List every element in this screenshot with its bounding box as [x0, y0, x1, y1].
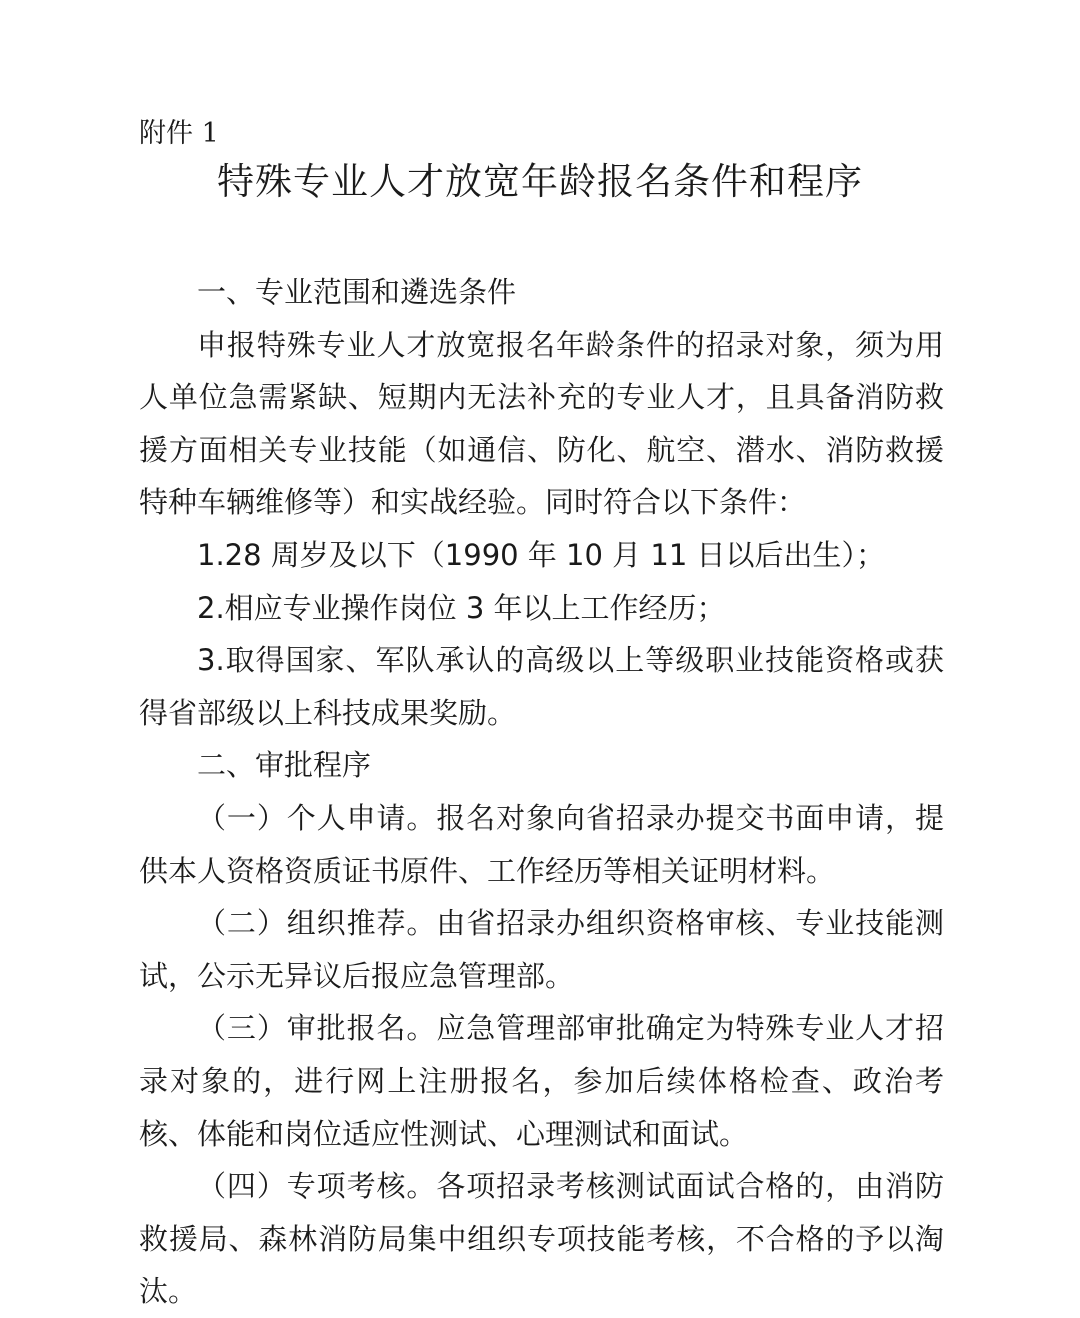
section-heading-procedure: 二、审批程序	[197, 748, 372, 783]
procedure-step-approve: （三）审批报名。应急管理部审批确定为特殊专业人才招录对象的，进行网上注册报名，参加后续体格检查、政治考核、体能和岗位适应性测试、心理测试和面试。	[139, 1011, 944, 1151]
procedure-step-recommend: （二）组织推荐。由省招录办组织资格审核、专业技能测试，公示无异议后报应急管理部。	[139, 906, 944, 993]
document-title: 特殊专业人才放宽年龄报名条件和程序	[217, 160, 863, 203]
paragraph-eligibility: 申报特殊专业人才放宽报名年龄条件的招录对象，须为用人单位急需紧缺、短期内无法补充的专业人才，且具备消防救援方面相关专业技能（如通信、防化、航空、潜水、消防救援特种车辆维修等）和实战经验。同时符合以下条件：	[139, 327, 944, 520]
condition-experience: 2.相应专业操作岗位 3 年以上工作经历；	[197, 590, 726, 625]
condition-age: 1.28 周岁及以下（1990 年 10 月 11 日以后出生）；	[197, 537, 885, 572]
section-heading-scope: 一、专业范围和遴选条件	[197, 275, 517, 309]
document-body	[139, 266, 944, 1318]
procedure-step-apply: （一）个人申请。报名对象向省招录办提交书面申请，提供本人资格资质证书原件、工作经历等相关证明材料。	[139, 800, 944, 888]
attachment-label: 附件 1	[139, 118, 219, 149]
procedure-step-assess: （四）专项考核。各项招录考核测试面试合格的，由消防救援局、森林消防局集中组织专项技能考核，不合格的予以淘汰。	[139, 1169, 944, 1309]
condition-qualification: 3.取得国家、军队承认的高级以上等级职业技能资格或获得省部级以上科技成果奖励。	[139, 643, 944, 730]
